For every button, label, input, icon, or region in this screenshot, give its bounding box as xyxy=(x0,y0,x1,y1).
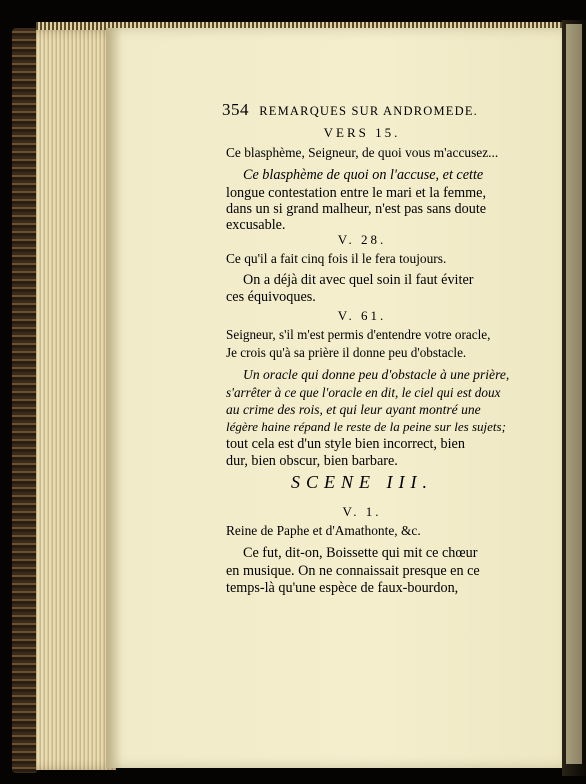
verse-heading-61: V. 61. xyxy=(337,308,387,323)
comment-line: longue contestation entre le mari et la femme, xyxy=(226,185,487,201)
running-header xyxy=(222,100,478,120)
verse-heading-15: VERS 15. xyxy=(323,125,401,140)
comment-line: dur, bien obscur, bien barbare. xyxy=(226,453,398,469)
comment-line: temps-là qu'une espèce de faux-bourdon, xyxy=(226,580,459,596)
book-spine-edge xyxy=(12,28,38,773)
comment-line: en musique. On ne connaissait presque en ce xyxy=(226,563,480,579)
page-stack xyxy=(36,30,116,770)
comment-line: excusable. xyxy=(226,217,286,233)
comment-line: s'arrêter à ce que l'oracle en dit, le ciel qui est doux xyxy=(226,385,501,400)
verse-heading-28: V. 28. xyxy=(337,232,387,247)
scene-heading: SCENE III. xyxy=(291,472,433,492)
quoted-verse: Reine de Paphe et d'Amathonte, &c. xyxy=(226,523,421,538)
quoted-verse: Ce blasphème, Seigneur, de quoi vous m'accusez... xyxy=(226,145,499,160)
quoted-verse: Seigneur, s'il m'est permis d'entendre votre oracle, xyxy=(226,327,491,342)
page-number: 354 xyxy=(222,100,249,119)
comment-line: Ce fut, dit-on, Boissette qui mit ce chœur xyxy=(243,545,478,561)
comment-line: au crime des rois, et qui leur ayant montré une xyxy=(226,402,481,417)
comment-line: Ce blasphème de quoi on l'accuse, et cette xyxy=(243,167,484,183)
comment-line: dans un si grand malheur, n'est pas sans doute xyxy=(226,201,487,217)
quoted-verse: Ce qu'il a fait cinq fois il le fera toujours. xyxy=(226,251,447,266)
comment-line: Un oracle qui donne peu d'obstacle à une prière, xyxy=(243,367,510,382)
comment-line: On a déjà dit avec quel soin il faut éviter xyxy=(243,272,474,288)
quoted-verse: Je crois qu'à sa prière il donne peu d'obstacle. xyxy=(226,345,467,360)
comment-line: tout cela est d'un style bien incorrect, bien xyxy=(226,436,465,452)
facing-page-edge xyxy=(566,24,582,764)
verse-heading-1: V. 1. xyxy=(342,504,382,519)
header-title: REMARQUES SUR ANDROMEDE. xyxy=(259,104,479,118)
comment-line: ces équivoques. xyxy=(226,289,316,305)
comment-line: légère haine répand le reste de la peine sur les sujets; xyxy=(226,419,506,434)
